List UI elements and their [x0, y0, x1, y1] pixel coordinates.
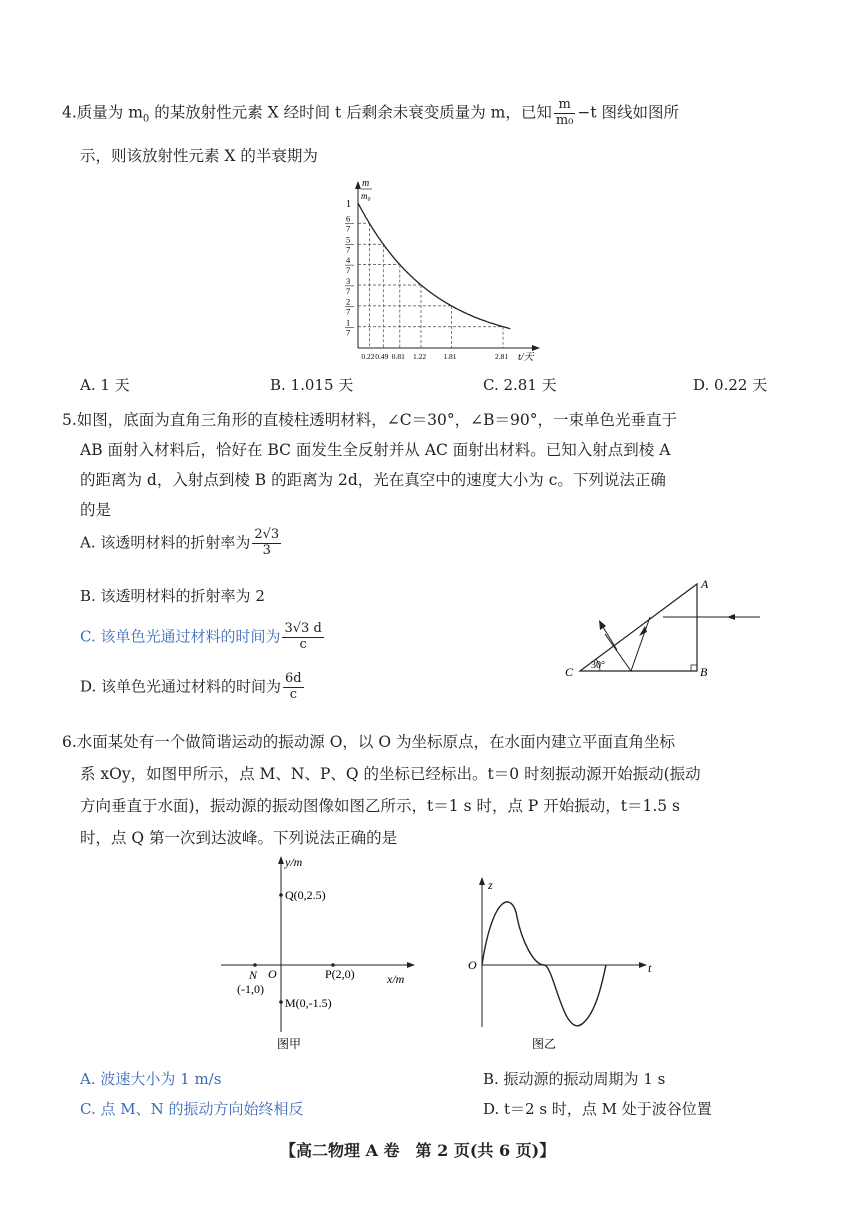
q5-option-a-num: 2√3	[254, 527, 280, 542]
internal-ray	[605, 617, 650, 671]
x-tick-label: 0.22	[361, 352, 375, 361]
y-tick-den: 7	[346, 285, 351, 296]
n-coord-label: (-1,0)	[237, 982, 264, 996]
x-tick-label: 0.49	[375, 352, 389, 361]
origin-label-2: O	[468, 958, 477, 972]
y-axis-arrow	[355, 181, 361, 189]
t-arrow	[639, 962, 647, 968]
q6-figure-jia	[215, 852, 425, 1052]
q5-option-a-den: 3	[262, 542, 271, 558]
q4-frac-den: m₀	[555, 112, 574, 128]
q5-option-c-frac	[282, 622, 323, 653]
prism-triangle	[580, 584, 697, 671]
q5-option-a-text: A. 该透明材料的折射率为	[80, 533, 251, 552]
x-axis-label: t/天	[518, 352, 534, 363]
z-arrow	[479, 877, 485, 885]
y-tick-one: 1	[346, 199, 351, 210]
caption-jia: 图甲	[277, 1037, 302, 1051]
m-label: M(0,-1.5)	[285, 996, 332, 1010]
t-axis-label: t	[648, 961, 652, 975]
q6-option-b[interactable]: B. 振动源的振动周期为 1 s	[483, 1070, 666, 1088]
y-tick-num: 1	[346, 317, 351, 328]
label-angle: 30°	[591, 660, 605, 671]
q4-option-b[interactable]: B. 1.015 天	[270, 376, 354, 394]
q5-option-a[interactable]	[80, 528, 283, 559]
q5-stem-line2: AB 面射入材料后，恰好在 BC 面发生全反射并从 AC 面射出材料。已知入射点到棱 A	[80, 441, 671, 459]
q6-stem-line2: 系 xOy，如图甲所示，点 M、N、P、Q 的坐标已经标出。t＝0 时刻振动源开始振动(振动	[80, 765, 701, 783]
q4-stem-line2: 示，则该放射性元素 X 的半衰期为	[80, 147, 318, 165]
label-b: B	[700, 665, 708, 679]
q5-option-d-text: D. 该单色光通过材料的时间为	[80, 677, 282, 696]
y-tick-num: 5	[346, 234, 351, 245]
y-tick-num: 4	[346, 255, 351, 266]
q6-option-c[interactable]: C. 点 M、N 的振动方向始终相反	[80, 1100, 304, 1118]
y-tick-num: 3	[346, 275, 351, 286]
label-a: A	[701, 578, 709, 591]
q5-option-d-num: 6d	[285, 671, 302, 686]
z-axis-label: z	[488, 878, 493, 892]
sine-wave	[482, 902, 606, 1026]
q6-figure-yi	[462, 872, 662, 1052]
incident-arrow	[727, 614, 735, 620]
q5-option-d[interactable]	[80, 672, 306, 703]
point-m	[279, 1000, 283, 1004]
q4-text-c: −t 图线如图所	[577, 103, 680, 122]
emergent-arrow	[599, 620, 606, 630]
q5-option-c-den: c	[299, 636, 307, 652]
q6-option-a[interactable]: A. 波速大小为 1 m/s	[80, 1070, 222, 1088]
page-footer: 【高二物理 A 卷 第 2 页(共 6 页)】	[280, 1141, 556, 1160]
q6-stem-line1: 6.水面某处有一个做简谐运动的振动源 O，以 O 为坐标原点，在水面内建立平面直角坐标	[62, 733, 675, 751]
q5-option-c-num: 3√3 d	[284, 621, 322, 636]
q5-stem-line1: 5.如图，底面为直角三角形的直棱柱透明材料，∠C＝30°，∠B＝90°，一束单色光垂直于	[62, 411, 677, 429]
y-tick-num: 2	[346, 296, 351, 307]
caption-yi: 图乙	[532, 1037, 557, 1051]
p-label: P(2,0)	[325, 967, 355, 981]
origin-label: O	[268, 967, 277, 981]
x-arrow	[407, 962, 415, 968]
y-axis-label-num: m	[362, 178, 370, 189]
x-tick-label: 1.81	[443, 352, 457, 361]
q4-text-a: 4.质量为 m	[62, 103, 143, 122]
q5-option-d-frac	[283, 672, 304, 703]
decay-curve	[358, 203, 510, 329]
x-tick-label: 0.81	[391, 352, 405, 361]
q4-frac-num: m	[554, 98, 576, 114]
q6-option-d[interactable]: D. t＝2 s 时，点 M 处于波谷位置	[483, 1100, 712, 1118]
q4-option-a[interactable]: A. 1 天	[80, 376, 130, 394]
label-c: C	[565, 665, 574, 679]
q4-decay-graph	[330, 178, 550, 364]
y-axis-label: y/m	[285, 855, 303, 869]
right-angle-mark	[691, 665, 697, 671]
y-tick-num: 6	[346, 213, 351, 224]
q4-fraction	[554, 98, 576, 129]
q5-option-c-text: C. 该单色光通过材料的时间为	[80, 627, 281, 646]
x-tick-label: 1.22	[412, 352, 427, 361]
q4-option-d[interactable]: D. 0.22 天	[693, 376, 768, 394]
point-n	[253, 963, 257, 967]
q5-option-d-den: c	[289, 686, 297, 702]
y-tick-den: 7	[346, 306, 351, 317]
q5-option-c[interactable]	[80, 622, 326, 653]
y-tick-den: 7	[346, 244, 351, 255]
y-tick-den: 7	[346, 223, 351, 234]
point-q	[279, 893, 283, 897]
n-label: N	[249, 968, 258, 982]
y-axis-label-den: m₀	[361, 191, 371, 201]
x-axis-label: x/m	[387, 972, 405, 986]
q5-stem-line3: 的距离为 d，入射点到棱 B 的距离为 2d，光在真空中的速度大小为 c。下列说法正确	[80, 471, 666, 489]
q5-prism-figure	[555, 578, 770, 683]
q4-text-b: 的某放射性元素 X 经时间 t 后剩余未衰变质量为 m，已知	[149, 103, 552, 122]
y-tick-den: 7	[346, 327, 351, 338]
q4-stem-line1: 4.质量为 $m_0$ 的某放射性元素 X 经时间 t 后剩余未衰变质量为 m，已知 $\frac{m}{\text{m₀}}$ −t 图线如图所	[62, 97, 680, 128]
y-arrow	[278, 856, 284, 864]
x-axis-arrow	[532, 345, 540, 351]
q5-stem-line4: 的是	[80, 501, 112, 519]
q6-stem-line4: 时，点 Q 第一次到达波峰。下列说法正确的是	[80, 829, 398, 847]
x-tick-label: 2.81	[495, 352, 509, 361]
q5-option-b[interactable]: B. 该透明材料的折射率为 2	[80, 587, 265, 605]
q4-option-c[interactable]: C. 2.81 天	[483, 376, 557, 394]
q5-option-a-frac	[252, 528, 281, 559]
y-tick-den: 7	[346, 265, 351, 276]
q6-stem-line3: 方向垂直于水面)，振动源的振动图像如图乙所示，t＝1 s 时，点 P 开始振动，t＝1.5 s	[80, 797, 680, 815]
q-label: Q(0,2.5)	[285, 888, 326, 902]
